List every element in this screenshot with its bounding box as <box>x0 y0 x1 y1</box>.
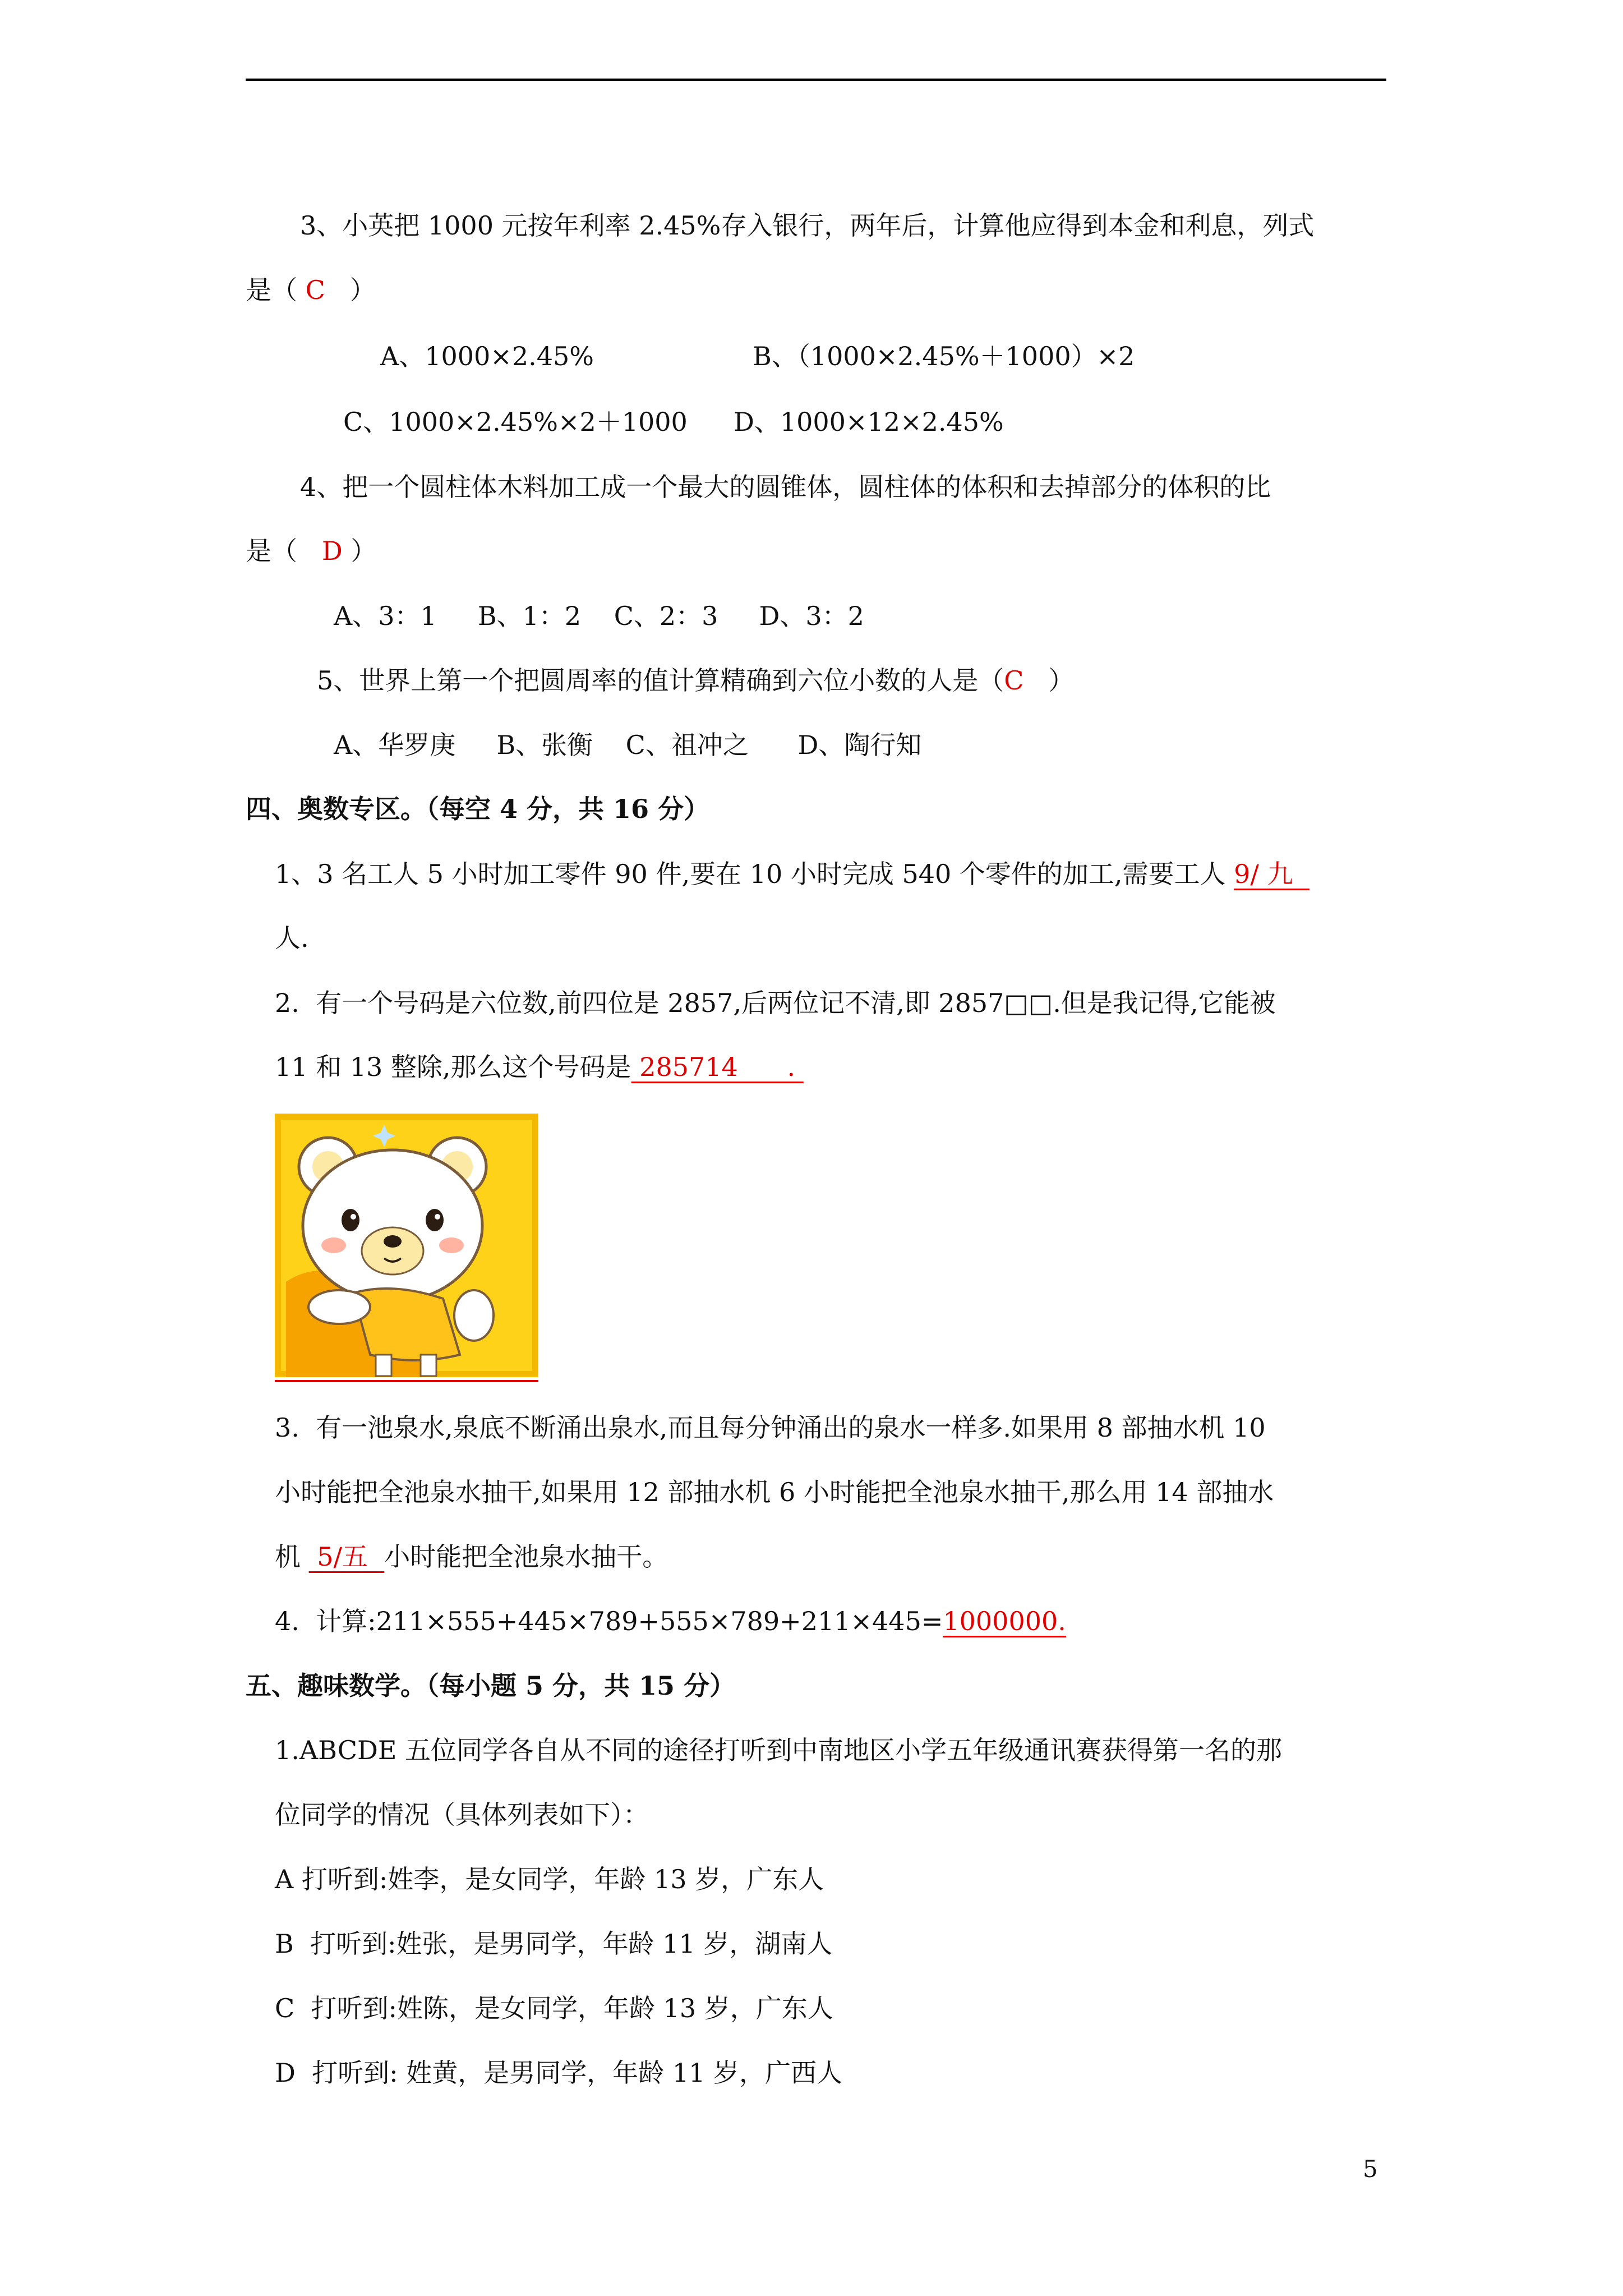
q4-answer: D <box>321 536 343 566</box>
q3-answer: C <box>305 275 325 305</box>
q5-line1: 5、世界上第一个把圆周率的值计算精确到六位小数的人是（C ） <box>317 665 1075 696</box>
q3-option-d: D、1000×12×2.45% <box>734 407 1004 437</box>
s4-q4-line: 4. 计算:211×555+445×789+555×789+211×445=1000000. <box>275 1606 1066 1636</box>
s5-clue-c: C 打听到:姓陈，是女同学，年龄 13 岁，广东人 <box>275 1993 833 2023</box>
q3-option-a: A、1000×2.45% <box>380 341 594 371</box>
s4-q2-line2: 11 和 13 整除,那么这个号码是 285714 . <box>275 1052 804 1082</box>
header-rule <box>246 79 1386 81</box>
s4-q3-answer: 5/五 <box>308 1542 385 1572</box>
s4-q2-line1: 2. 有一个号码是六位数,前四位是 2857,后两位记不清,即 2857□□.但是我记得,它能被 <box>275 988 1276 1018</box>
image-underline <box>275 1380 538 1382</box>
q3-option-b: B、（1000×2.45%＋1000）×2 <box>753 341 1135 371</box>
s4-q3-line1: 3. 有一池泉水,泉底不断涌出泉水,而且每分钟涌出的泉水一样多.如果用 8 部抽水机 10 <box>275 1412 1266 1443</box>
s5-clue-a: A 打听到:姓李，是女同学，年龄 13 岁，广东人 <box>275 1864 824 1894</box>
q4-line1: 4、把一个圆柱体木料加工成一个最大的圆锥体，圆柱体的体积和去掉部分的体积的比 <box>300 472 1271 502</box>
s5-q1-line1: 1.ABCDE 五位同学各自从不同的途径打听到中南地区小学五年级通讯赛获得第一名的那 <box>275 1735 1283 1765</box>
s4-q3-line3: 机 5/五 小时能把全池泉水抽干。 <box>275 1542 668 1572</box>
q5-answer: C <box>1004 665 1024 696</box>
section4-title: 四、奥数专区。（每空 4 分，共 16 分） <box>246 794 710 824</box>
s5-clue-b: B 打听到:姓张，是男同学，年龄 11 岁，湖南人 <box>275 1929 833 1959</box>
q4-options: A、3：1 B、1：2 C、2：3 D、3：2 <box>334 601 864 631</box>
bear-cartoon-icon <box>275 1114 538 1377</box>
q3-option-c: C、1000×2.45%×2＋1000 <box>343 407 688 437</box>
section5-title: 五、趣味数学。（每小题 5 分，共 15 分） <box>246 1671 736 1701</box>
s4-q2-answer: 285714 . <box>631 1052 804 1082</box>
s5-clue-d: D 打听到: 姓黄，是男同学，年龄 11 岁，广西人 <box>275 2058 843 2088</box>
page-number: 5 <box>1363 2155 1378 2183</box>
q4-line2: 是（ D ） <box>246 536 377 566</box>
s4-q1-line1: 1、3 名工人 5 小时加工零件 90 件,要在 10 小时完成 540 个零件的加工,需要工人 9/ 九 <box>275 859 1310 889</box>
s4-q4-answer: 1000000. <box>943 1606 1066 1636</box>
q3-line2: 是（ C ） <box>246 275 376 305</box>
q3-line1: 3、小英把 1000 元按年利率 2.45%存入银行，两年后，计算他应得到本金和利息，列式 <box>300 210 1315 241</box>
s4-q3-line2: 小时能把全池泉水抽干,如果用 12 部抽水机 6 小时能把全池泉水抽干,那么用 14 部抽水 <box>275 1477 1274 1507</box>
s4-q1-answer: 9/ 九 <box>1234 859 1310 889</box>
s4-q1-line2: 人. <box>275 923 309 953</box>
s5-q1-line2: 位同学的情况（具体列表如下）： <box>275 1800 649 1830</box>
q5-options: A、华罗庚 B、张衡 C、祖冲之 D、陶行知 <box>334 730 922 760</box>
